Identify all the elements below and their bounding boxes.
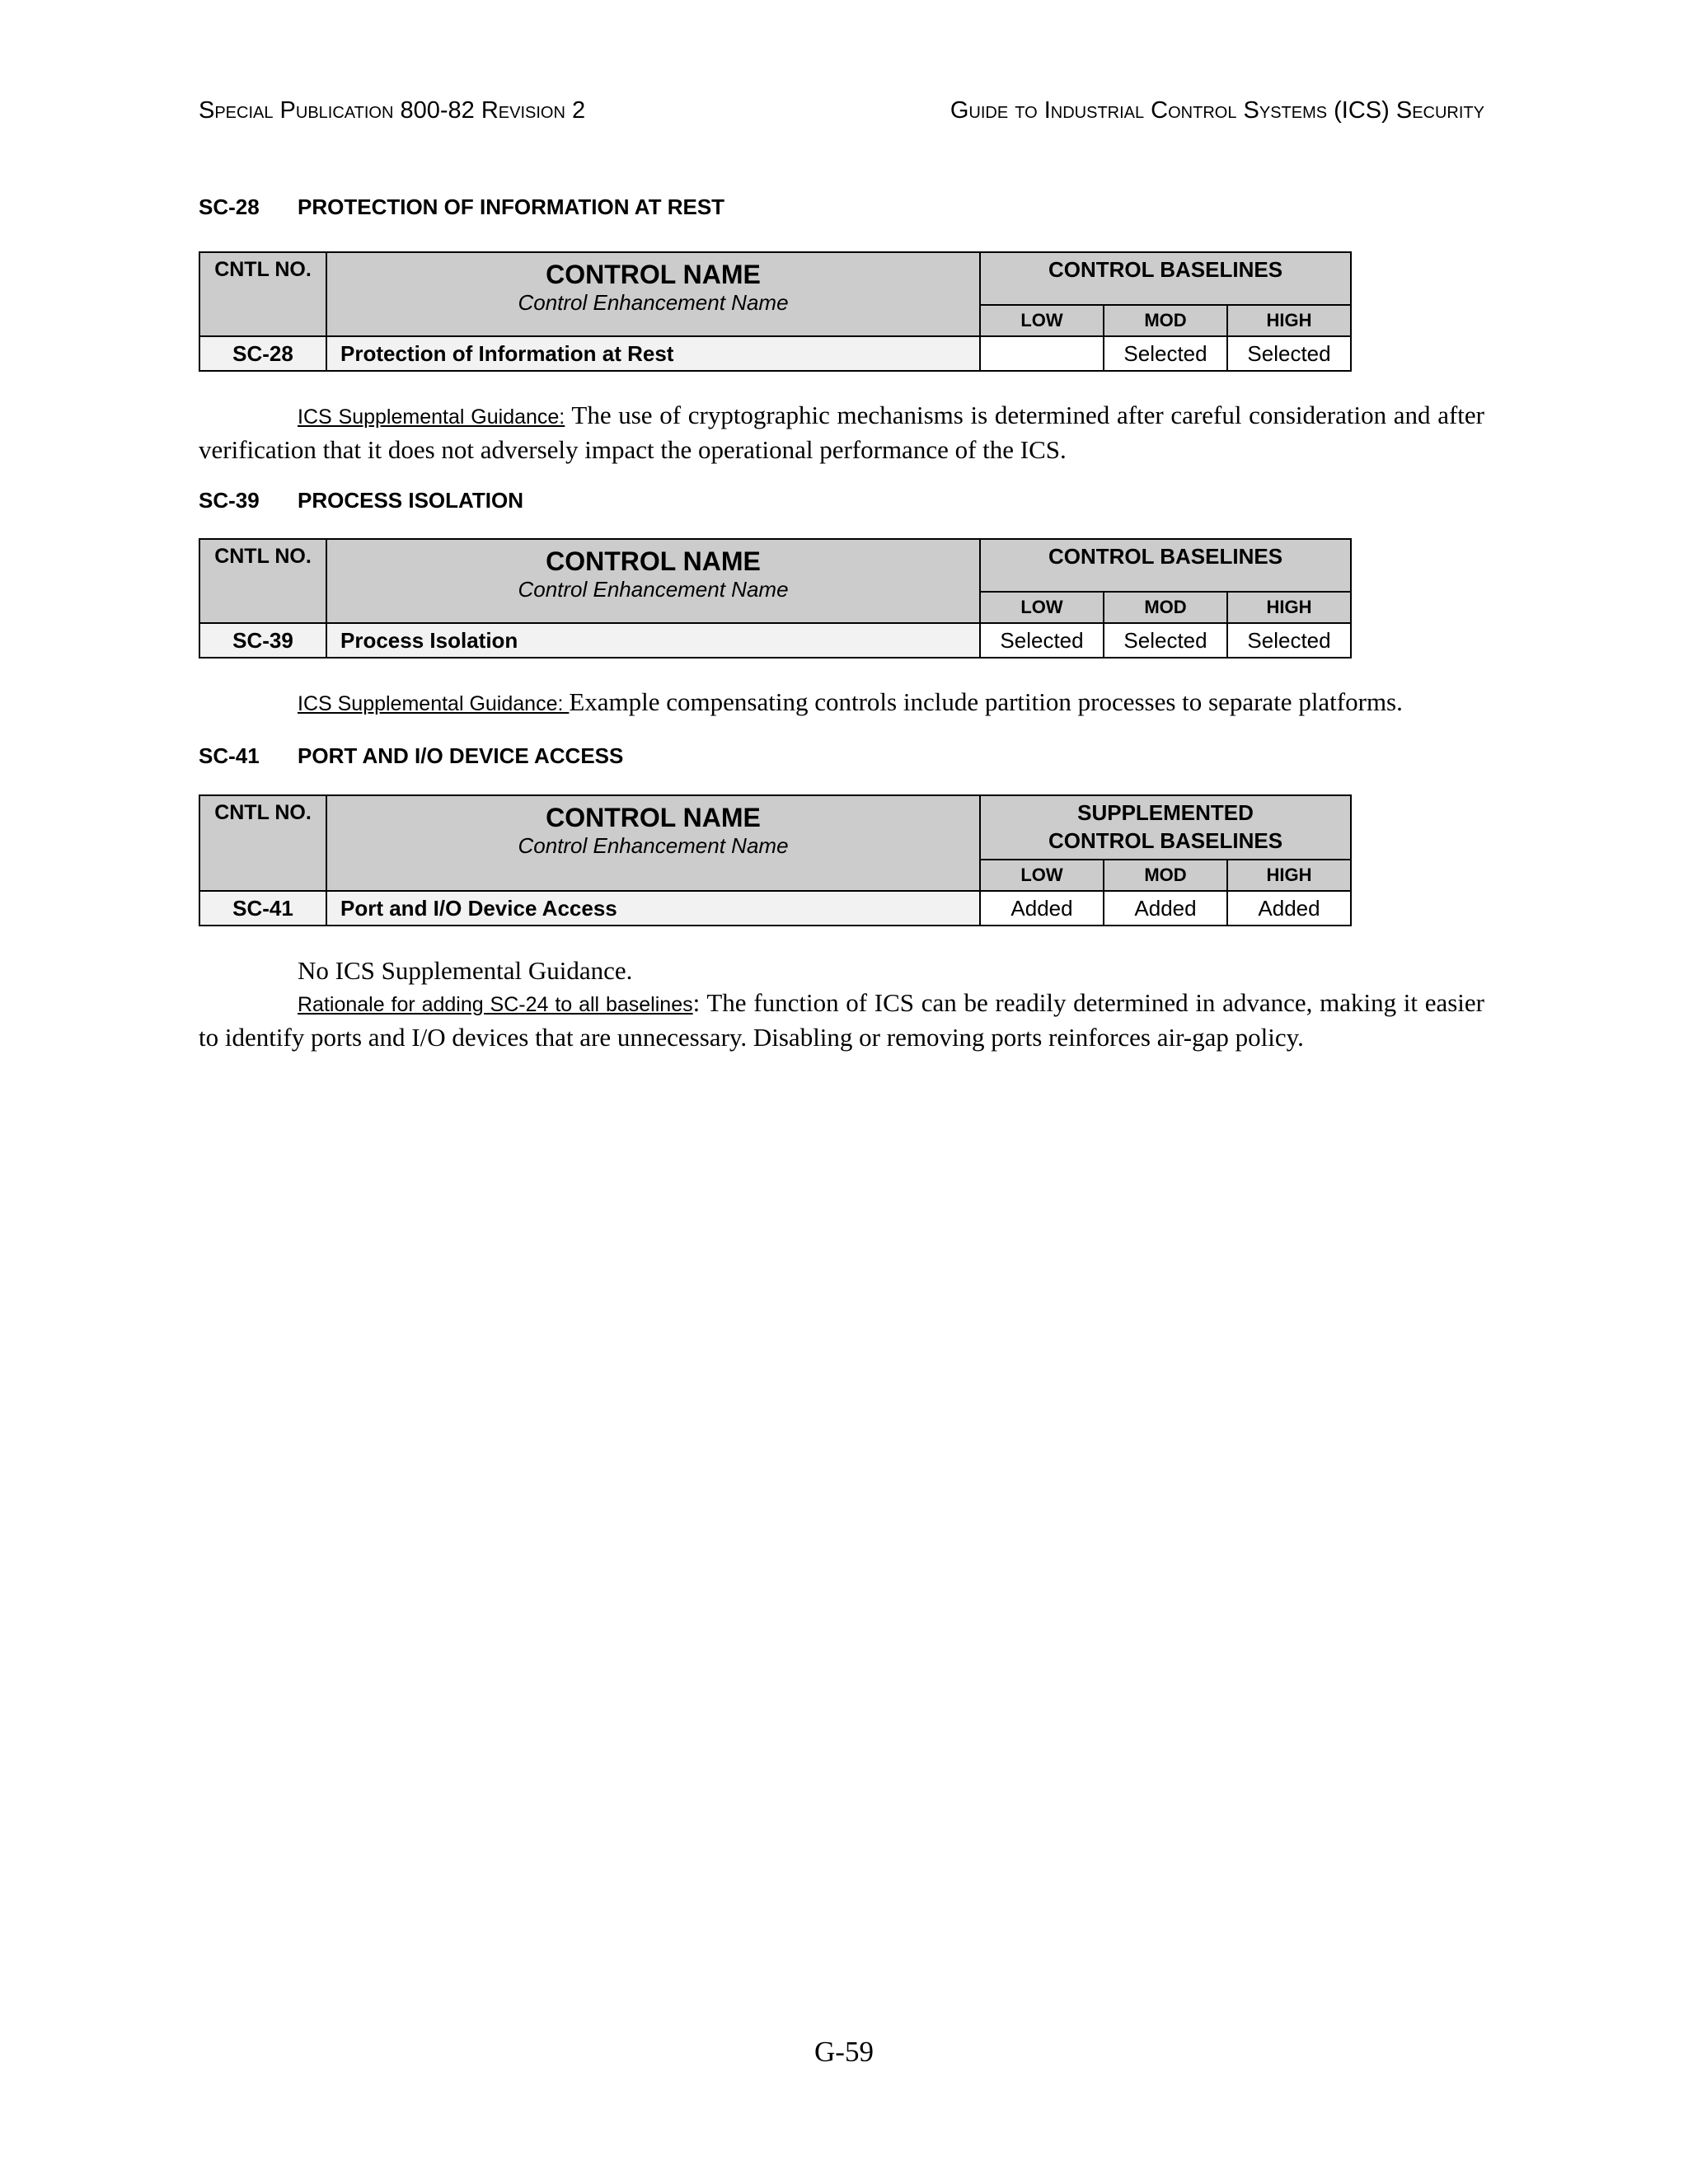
- control-table-sc-28: [199, 251, 1352, 372]
- baselines-label-line-2: CONTROL BASELINES: [1048, 828, 1283, 853]
- control-name-label: CONTROL NAME: [546, 546, 761, 576]
- row-low-value: Selected: [980, 623, 1104, 658]
- row-control-number: SC-39: [199, 623, 326, 658]
- running-header: [199, 97, 1484, 124]
- section-title: PROCESS ISOLATION: [298, 488, 523, 513]
- header-control-baselines: CONTROL BASELINES: [980, 539, 1351, 592]
- enhancement-name-label: Control Enhancement Name: [518, 290, 789, 315]
- section-number: SC-41: [199, 743, 260, 768]
- enhancement-name-label: Control Enhancement Name: [518, 577, 789, 602]
- header-low: LOW: [980, 592, 1104, 623]
- guidance-text: The use of cryptographic mechanisms is determined after careful consideration and after verification that it does not adversely impact the operational performance of the ICS.: [199, 401, 1484, 464]
- row-control-number: SC-28: [199, 336, 326, 371]
- rationale-text: : The function of ICS can be readily determined in advance, making it easier to identify ports and I/O devices that are unnecessary. Disabling or removing ports reinforces air-gap policy.: [199, 988, 1485, 1052]
- row-mod-value: Selected: [1104, 336, 1227, 371]
- section-number: SC-39: [199, 488, 260, 513]
- control-table-sc-39: [199, 538, 1352, 658]
- control-name-label: CONTROL NAME: [546, 260, 761, 289]
- rationale-label: Rationale for adding SC-24 to all baselines: [298, 993, 693, 1016]
- header-high: HIGH: [1227, 305, 1351, 336]
- guidance-label: ICS Supplemental Guidance:: [298, 692, 570, 715]
- header-mod: MOD: [1104, 305, 1227, 336]
- section-heading-sc-39: [199, 488, 523, 513]
- header-left: Special Publication 800-82 Revision 2: [199, 97, 586, 124]
- row-mod-value: Added: [1104, 891, 1227, 926]
- header-cntl-no: CNTL NO.: [199, 539, 326, 623]
- header-right: Guide to Industrial Control Systems (ICS) Security: [950, 97, 1484, 124]
- guidance-paragraph-sc-39: [199, 686, 1484, 720]
- row-high-value: Selected: [1227, 336, 1351, 371]
- section-title: PROTECTION OF INFORMATION AT REST: [298, 194, 725, 219]
- row-high-value: Added: [1227, 891, 1351, 926]
- header-cntl-no: CNTL NO.: [199, 252, 326, 336]
- control-table-sc-41: [199, 794, 1352, 926]
- row-mod-value: Selected: [1104, 623, 1227, 658]
- header-control-name: [326, 795, 980, 891]
- header-low: LOW: [980, 305, 1104, 336]
- header-high: HIGH: [1227, 860, 1351, 891]
- section-title: PORT AND I/O DEVICE ACCESS: [298, 743, 624, 768]
- row-high-value: Selected: [1227, 623, 1351, 658]
- guidance-paragraph-sc-28: [199, 399, 1484, 466]
- header-cntl-no: CNTL NO.: [199, 795, 326, 891]
- table-row: [199, 336, 1351, 371]
- section-number: SC-28: [199, 194, 260, 219]
- enhancement-name-label: Control Enhancement Name: [518, 833, 789, 858]
- page-number: G-59: [814, 2036, 874, 2068]
- header-mod: MOD: [1104, 860, 1227, 891]
- row-control-name: Protection of Information at Rest: [326, 336, 980, 371]
- no-guidance-paragraph: No ICS Supplemental Guidance.: [298, 956, 633, 985]
- table-row: [199, 891, 1351, 926]
- header-low: LOW: [980, 860, 1104, 891]
- header-control-name: [326, 252, 980, 336]
- rationale-paragraph: [199, 987, 1484, 1053]
- row-control-name: Port and I/O Device Access: [326, 891, 980, 926]
- row-control-name: Process Isolation: [326, 623, 980, 658]
- guidance-text: Example compensating controls include partition processes to separate platforms.: [569, 687, 1403, 716]
- header-supplemented-baselines: [980, 795, 1351, 860]
- row-low-value: Added: [980, 891, 1104, 926]
- row-control-number: SC-41: [199, 891, 326, 926]
- header-control-baselines: CONTROL BASELINES: [980, 252, 1351, 305]
- row-low-value: [980, 336, 1104, 371]
- header-control-name: [326, 539, 980, 623]
- baselines-label-line-1: SUPPLEMENTED: [1077, 800, 1254, 825]
- header-mod: MOD: [1104, 592, 1227, 623]
- section-heading-sc-28: [199, 194, 724, 220]
- guidance-label: ICS Supplemental Guidance:: [298, 405, 565, 429]
- section-heading-sc-41: [199, 743, 623, 769]
- header-high: HIGH: [1227, 592, 1351, 623]
- table-row: [199, 623, 1351, 658]
- control-name-label: CONTROL NAME: [546, 803, 761, 832]
